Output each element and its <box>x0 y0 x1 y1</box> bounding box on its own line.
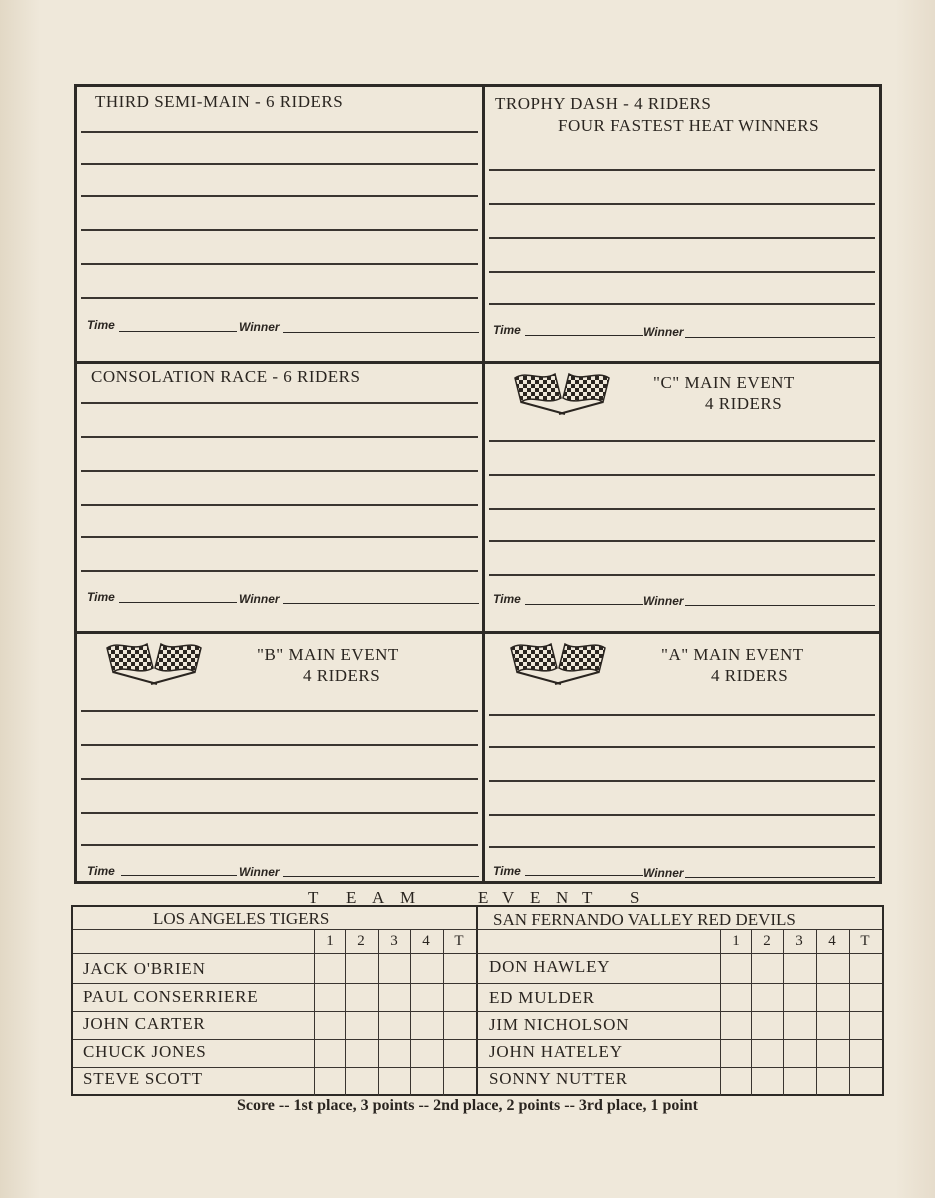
entry-line[interactable] <box>489 814 875 816</box>
row-line <box>73 1011 882 1012</box>
checkered-flags-icon <box>99 638 209 686</box>
entry-line[interactable] <box>81 195 478 197</box>
entry-line[interactable] <box>81 744 478 746</box>
column-header: T <box>860 933 870 949</box>
entry-line[interactable] <box>81 402 478 404</box>
panel-trophy-dash <box>485 87 879 361</box>
time-label: Time <box>493 864 521 878</box>
column-header: 4 <box>828 933 836 949</box>
winner-field[interactable] <box>283 332 479 333</box>
entry-line[interactable] <box>489 780 875 782</box>
time-field[interactable] <box>121 875 237 876</box>
heading-letter: V <box>502 888 515 907</box>
heading-letter: A <box>372 888 385 907</box>
column-header: 1 <box>732 933 740 949</box>
heading-letter: M <box>400 888 416 907</box>
col-line <box>410 929 411 1096</box>
panel-c-main-event <box>485 364 879 631</box>
panel-title: "B" MAIN EVENT <box>257 645 399 664</box>
entry-line[interactable] <box>489 508 875 510</box>
rider-name: ED MULDER <box>489 988 595 1007</box>
entry-line[interactable] <box>489 440 875 442</box>
heading-letter: E <box>346 888 357 907</box>
panel-b-main-event <box>77 634 482 881</box>
rider-name: SONNY NUTTER <box>489 1069 628 1088</box>
col-line <box>720 929 721 1096</box>
heading-letter: N <box>556 888 569 907</box>
entry-line[interactable] <box>81 778 478 780</box>
panel-title: TROPHY DASH - 4 RIDERS <box>495 94 712 113</box>
col-line <box>443 929 444 1096</box>
entry-line[interactable] <box>81 536 478 538</box>
entry-line[interactable] <box>489 169 875 171</box>
entry-line[interactable] <box>81 812 478 814</box>
checkered-flags-icon <box>503 638 613 686</box>
heading-letter: E <box>530 888 541 907</box>
entry-line[interactable] <box>81 263 478 265</box>
winner-label: Winner <box>643 866 684 880</box>
row-line <box>73 1067 882 1068</box>
rider-name: PAUL CONSERRIERE <box>83 987 259 1006</box>
panel-subtitle: FOUR FASTEST HEAT WINNERS <box>558 116 820 135</box>
winner-label: Winner <box>643 594 684 608</box>
rider-name: DON HAWLEY <box>489 957 611 976</box>
column-header: 3 <box>390 933 398 949</box>
time-field[interactable] <box>525 604 643 605</box>
time-label: Time <box>493 323 521 337</box>
row-line <box>73 983 882 984</box>
time-field[interactable] <box>119 602 237 603</box>
col-line <box>783 929 784 1096</box>
team-name-left: LOS ANGELES TIGERS <box>153 909 330 928</box>
panel-a-main-event <box>485 634 879 881</box>
winner-field[interactable] <box>685 877 875 878</box>
entry-line[interactable] <box>81 570 478 572</box>
entry-line[interactable] <box>81 710 478 712</box>
heading-letter: T <box>582 888 593 907</box>
col-line <box>816 929 817 1096</box>
panel-title: "A" MAIN EVENT <box>661 645 804 664</box>
entry-line[interactable] <box>489 746 875 748</box>
heading-letter: E <box>478 888 489 907</box>
entry-line[interactable] <box>489 574 875 576</box>
winner-label: Winner <box>239 865 280 879</box>
time-label: Time <box>87 318 115 332</box>
race-results-grid <box>74 84 882 884</box>
rider-name: JIM NICHOLSON <box>489 1015 630 1034</box>
winner-label: Winner <box>643 325 684 339</box>
rider-name: CHUCK JONES <box>83 1042 207 1061</box>
entry-line[interactable] <box>489 303 875 305</box>
panel-subtitle: 4 RIDERS <box>705 394 783 413</box>
row-line <box>73 1039 882 1040</box>
panel-consolation-race <box>77 364 482 631</box>
heading-letter: T <box>308 888 319 907</box>
rider-name: STEVE SCOTT <box>83 1069 203 1088</box>
entry-line[interactable] <box>489 237 875 239</box>
entry-line[interactable] <box>81 297 478 299</box>
entry-line[interactable] <box>489 271 875 273</box>
entry-line[interactable] <box>489 203 875 205</box>
time-field[interactable] <box>119 331 237 332</box>
entry-line[interactable] <box>489 540 875 542</box>
entry-line[interactable] <box>81 436 478 438</box>
time-label: Time <box>493 592 521 606</box>
team-events-heading <box>300 888 660 906</box>
column-header: 4 <box>422 933 430 949</box>
entry-line[interactable] <box>81 163 478 165</box>
time-field[interactable] <box>525 875 643 876</box>
rider-name: JOHN HATELEY <box>489 1042 623 1061</box>
winner-field[interactable] <box>685 605 875 606</box>
panel-title: CONSOLATION RACE - 6 RIDERS <box>91 367 361 386</box>
team-events-table <box>71 905 884 1096</box>
winner-label: Winner <box>239 320 280 334</box>
time-label: Time <box>87 590 115 604</box>
heading-letter: S <box>630 888 640 907</box>
winner-field[interactable] <box>685 337 875 338</box>
panel-title: THIRD SEMI-MAIN - 6 RIDERS <box>95 92 344 111</box>
col-line <box>378 929 379 1096</box>
entry-line[interactable] <box>81 504 478 506</box>
col-line <box>849 929 850 1096</box>
column-header: 3 <box>795 933 803 949</box>
column-header: 2 <box>763 933 771 949</box>
col-line <box>314 929 315 1096</box>
checkered-flags-icon <box>507 368 617 416</box>
row-line <box>73 953 882 954</box>
score-note: Score -- 1st place, 3 points -- 2nd place, 2 points -- 3rd place, 1 point <box>236 1097 699 1114</box>
time-label: Time <box>87 864 115 878</box>
entry-line[interactable] <box>489 714 875 716</box>
rider-name: JACK O'BRIEN <box>83 959 206 978</box>
entry-line[interactable] <box>81 470 478 472</box>
entry-line[interactable] <box>81 131 478 133</box>
rider-name: JOHN CARTER <box>83 1014 206 1033</box>
column-header: 2 <box>357 933 365 949</box>
winner-field[interactable] <box>283 603 479 604</box>
column-header: 1 <box>326 933 334 949</box>
entry-line[interactable] <box>81 844 478 846</box>
team-name-right: SAN FERNANDO VALLEY RED DEVILS <box>493 910 796 929</box>
winner-field[interactable] <box>283 876 479 877</box>
panel-subtitle: 4 RIDERS <box>711 666 789 685</box>
entry-line[interactable] <box>81 229 478 231</box>
panel-title: "C" MAIN EVENT <box>653 373 795 392</box>
col-line <box>345 929 346 1096</box>
winner-label: Winner <box>239 592 280 606</box>
panel-third-semi-main <box>77 87 482 361</box>
time-field[interactable] <box>525 335 643 336</box>
col-line <box>751 929 752 1096</box>
entry-line[interactable] <box>489 846 875 848</box>
column-header: T <box>454 933 464 949</box>
panel-subtitle: 4 RIDERS <box>303 666 381 685</box>
entry-line[interactable] <box>489 474 875 476</box>
